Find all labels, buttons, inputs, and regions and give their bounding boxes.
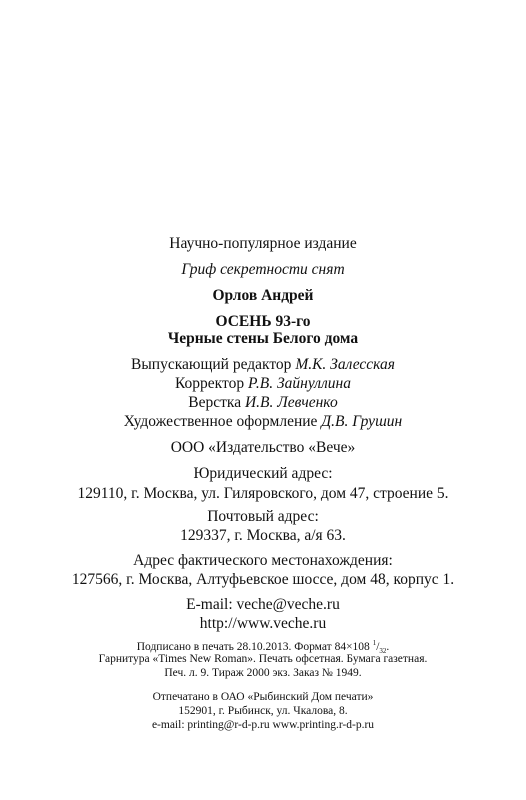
format-numerator: 1	[372, 639, 377, 647]
book-title: ОСЕНЬ 93-го	[215, 313, 311, 330]
credit-corrector-name: Р.В. Зайнуллина	[247, 375, 351, 392]
postal-address: 129337, г. Москва, а/я 63.	[180, 527, 346, 544]
printer-contacts: e-mail: printing@r-d-p.ru www.printing.r-d-p.ru	[151, 719, 375, 731]
book-subtitle: Черные стены Белого дома	[167, 330, 359, 347]
credit-design	[0, 414, 526, 430]
print-run-info: Печ. л. 9. Тираж 2000 экз. Заказ № 1949.	[164, 667, 362, 679]
signed-for-print-end: .	[386, 640, 390, 653]
author-name: Орлов Андрей	[212, 287, 314, 304]
edition-type: Научно-популярное издание	[169, 235, 357, 252]
credit-design-name: Д.В. Грушин	[321, 413, 403, 430]
credit-layout-name: И.В. Левченко	[244, 394, 338, 411]
credit-layout	[0, 395, 526, 411]
publisher-email: E-mail: veche@veche.ru	[186, 596, 340, 613]
credit-editor-role: Выпускающий редактор	[131, 356, 292, 373]
legal-address-label: Юридический адрес:	[193, 465, 333, 482]
signed-for-print: Подписано в печать 28.10.2013. Формат 84×108 $^1/_{32}$.	[136, 639, 390, 656]
legal-address: 129110, г. Москва, ул. Гиляровского, дом 47, строение 5.	[77, 485, 449, 502]
signed-for-print-text: Подписано в печать 28.10.2013. Формат 84×108	[136, 640, 370, 653]
format-denominator: 32	[379, 647, 387, 656]
credit-layout-role: Верстка	[188, 394, 242, 411]
secrecy-stamp: Гриф секретности снят	[181, 261, 345, 278]
typeface-info: Гарнитура «Times New Roman». Печать офсетная. Бумага газетная.	[98, 653, 428, 665]
actual-address-label: Адрес фактического местонахождения:	[133, 552, 393, 569]
printer-address: 152901, г. Рыбинск, ул. Чкалова, 8.	[178, 705, 348, 717]
publisher-name: ООО «Издательство «Вече»	[170, 439, 356, 456]
credit-corrector	[0, 376, 526, 392]
actual-address: 127566, г. Москва, Алтуфьевское шоссе, дом 48, корпус 1.	[71, 571, 455, 588]
credit-editor-name: М.К. Залесская	[295, 356, 395, 373]
credit-editor	[0, 357, 526, 373]
credit-corrector-role: Корректор	[174, 375, 245, 392]
printer-name: Отпечатано в ОАО «Рыбинский Дом печати»	[152, 691, 374, 703]
credit-design-role: Художественное оформление	[123, 413, 318, 430]
publisher-website: http://www.veche.ru	[199, 615, 327, 632]
postal-address-label: Почтовый адрес:	[207, 508, 319, 525]
